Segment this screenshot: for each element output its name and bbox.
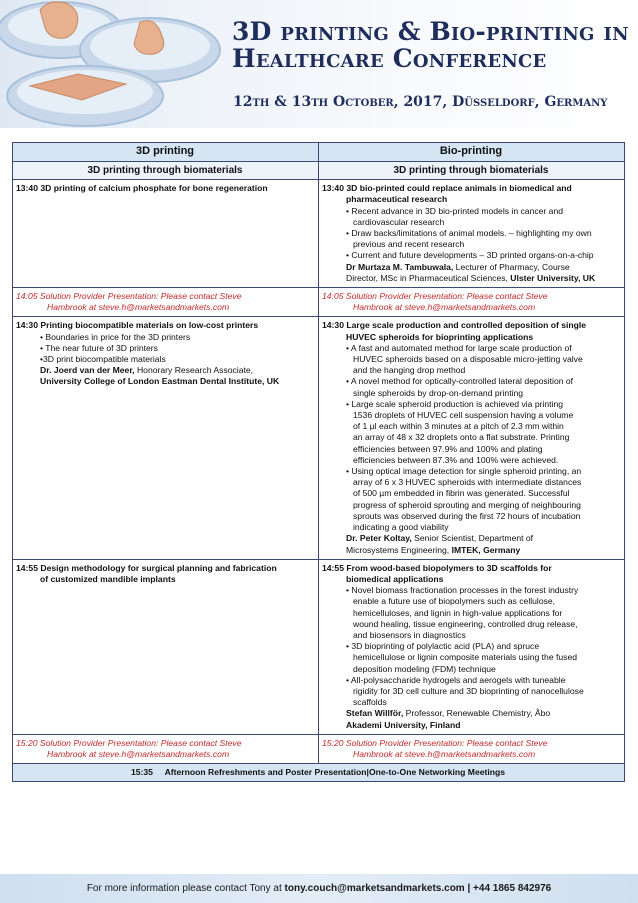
bullet-item-cont: array of 6 x 3 HUVEC spheroids with intermediate distances [353,477,582,488]
bullet-item-cont: of 500 µm embedded in fibrin was generated. Successful [353,488,570,499]
bullet-item-cont: an array of 48 x 32 droplets onto a flat substrate. Printing [353,432,570,443]
bullet-item-cont: hemicelluloses, and lignin in high-value applications for [353,607,563,618]
bullet-item-cont: and biosensors in diagnostics [353,629,466,640]
bullet-item-cont: previous and recent research [353,239,465,250]
solution-provider-text: 14:05 Solution Provider Presentation: Please contact Steve Hambrook at steve.h@marketsandmarkets.com [322,291,548,313]
solution-provider-text: 15:20 Solution Provider Presentation: Please contact Steve Hambrook at steve.h@marketsandmarkets.com [322,737,548,759]
break-cell [13,764,625,782]
table-header-row [13,143,625,162]
session-title-cont: biomedical applications [346,573,444,584]
session-title: 13:40 3D printing of calcium phosphate for bone regeneration [16,183,268,194]
solution-provider-cell [319,734,625,763]
session-title-cont: HUVEC spheroids for bioprinting applications [346,331,534,342]
conference-title: 3D printing & Bio-printing in Healthcare Conference [232,17,629,73]
bullet-item: • The near future of 3D printers [40,342,158,353]
bullet-item-cont: rigidity for 3D cell culture and 3D bioprinting of nanocellulose [353,685,584,696]
session-cell [319,317,625,559]
footer-prefix: For more information please contact Tony at [86,883,285,894]
bullet-item-cont: scaffolds [353,697,387,708]
bullet-item-cont: hemicellulose or lignin composite materials using the fused [353,652,578,663]
speaker-line: Dr. Joerd van der Meer, Honorary Research Associate, [40,365,254,376]
conference-date-location: 12th & 13th October, 2017, Düsseldorf, Germany [233,94,608,110]
table-subheader-row [13,162,625,180]
solution-provider-cell [13,288,319,317]
bullet-item: •3D print biocompatible materials [40,354,166,365]
col1-title: 3D printing [13,143,319,162]
col1-subtitle: 3D printing through biomaterials [13,162,319,180]
bullet-item-cont: enable a future use of biopolymers such as cellulose, [353,596,556,607]
bullet-item-cont: deposition modeling (FDM) technique [353,663,496,674]
session-cell [13,317,319,559]
bullet-item-cont: of 1 µl each within 3 minutes at a pitch of 2.3 mm within [353,421,564,432]
speaker-line: Microsystems Engineering, IMTEK, Germany [346,544,521,555]
agenda-table [12,142,625,782]
session-cell [319,180,625,288]
bullet-item-cont: single spheroids by drop-on-demand printing [353,387,524,398]
bullet-item: • A novel method for optically-controlled lateral deposition of [346,376,574,387]
solution-provider-cell [319,288,625,317]
bullet-item-cont: efficiencies between 87.3% and 100% were achieved. [353,454,559,465]
table-row [13,559,625,734]
bullet-item-cont: and the hanging drop method [353,365,466,376]
session-cell [319,559,625,734]
table-row [13,180,625,288]
bullet-item-cont: HUVEC spheroids based on a disposable micro-jetting valve [353,354,583,365]
table-row-solution-provider [13,734,625,763]
solution-provider-cell [13,734,319,763]
col2-subtitle: 3D printing through biomaterials [319,162,625,180]
session-cell [13,559,319,734]
footer-contact: tony.couch@marketsandmarkets.com | +44 1865 842976 [284,883,552,894]
bullet-item-cont: cardiovascular research [353,216,445,227]
col2-title: Bio-printing [319,143,625,162]
bullet-item-cont: wound healing, tissue engineering, controlled drug release, [353,618,578,629]
break-time: 15:35 [130,767,153,778]
speaker-line: Dr. Peter Koltay, Senior Scientist, Department of [346,533,534,544]
session-title: 14:30 Printing biocompatible materials on low-cost printers [16,320,259,331]
session-cell [13,180,319,288]
bullet-item: • Draw backs/limitations of animal models. – highlighting my own [346,228,592,239]
speaker-org: Akademi University, Finland [346,719,461,730]
solution-provider-text: 14:05 Solution Provider Presentation: Please contact Steve Hambrook at steve.h@marketsandmarkets.com [16,291,242,313]
table-row-solution-provider [13,288,625,317]
break-text: Afternoon Refreshments and Poster Presentation|One-to-One Networking Meetings [164,767,506,778]
session-title: 14:55 From wood-based biopolymers to 3D scaffolds for [322,562,552,573]
bullet-item: • All-polysaccharide hydrogels and aerogels with tuneable [346,674,566,685]
speaker-line: Stefan Willför, Professor, Renewable Chemistry, Åbo [346,708,551,719]
session-title: 13:40 3D bio-printed could replace animals in biomedical and [322,183,572,194]
petri-dish-illustration [0,0,240,128]
speaker-line: Dr Murtaza M. Tambuwala, Lecturer of Pharmacy, Course [346,261,570,272]
session-title: 14:30 Large scale production and controlled deposition of single [322,320,587,331]
footer-contact-bar [0,874,638,903]
bullet-item-cont: 1536 droplets of HUVEC cell suspension having a volume [353,410,574,421]
bullet-item: • Large scale spheroid production is achieved via printing [346,398,564,409]
bullet-item: • 3D bioprinting of polylactic acid (PLA) and spruce [346,641,540,652]
session-title-cont: pharmaceutical research [346,194,448,205]
table-row-break [13,764,625,782]
bullet-item-cont: sprouts was observed during the first 72 hours of incubation [353,510,581,521]
table-row [13,317,625,559]
speaker-line: Director, MSc in Pharmaceutical Sciences, Ulster University, UK [346,272,596,283]
bullet-item: • Using optical image detection for single spheroid printing, an [346,466,582,477]
session-title-cont: of customized mandible implants [40,573,176,584]
bullet-item: • Current and future developments – 3D printed organs-on-a-chip [346,250,594,261]
session-title: 14:55 Design methodology for surgical planning and fabrication [16,562,277,573]
bullet-item: • A fast and automated method for large scale production of [346,342,572,353]
bullet-item-cont: progress of spheroid sprouting and merging of neighbouring [353,499,581,510]
bullet-item: • Novel biomass fractionation processes in the forest industry [346,585,579,596]
bullet-item-cont: efficiencies between 97.9% and 100% and plating [353,443,543,454]
bullet-item: • Recent advance in 3D bio-printed models in cancer and [346,205,564,216]
bullet-item: • Boundaries in price for the 3D printers [40,331,191,342]
speaker-org: University College of London Eastman Dental Institute, UK [40,376,280,387]
solution-provider-text: 15:20 Solution Provider Presentation: Please contact Steve Hambrook at steve.h@marketsandmarkets.com [16,737,242,759]
header-banner [0,0,638,128]
bullet-item-cont: indicating a good viability [353,522,449,533]
